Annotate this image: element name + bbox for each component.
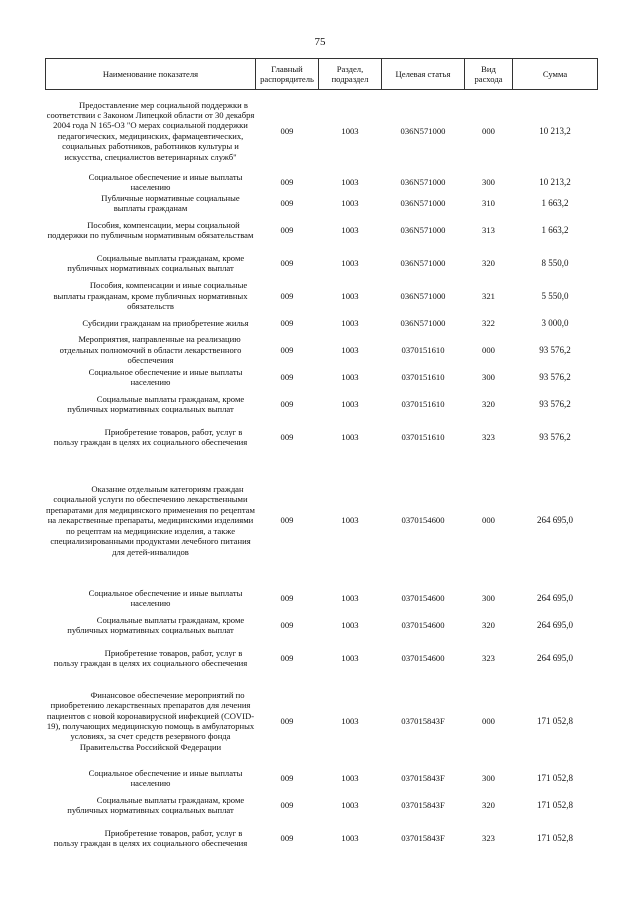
row-admin: 009 [280,515,294,526]
row-name: Приобретение товаров, работ, услуг в пользу граждан в целях их социального обеспечения [53,426,248,447]
row-name-cell [46,172,256,193]
row-type: 300 [482,772,495,783]
row-section: 1003 [341,224,359,235]
row-admin: 009 [280,125,294,136]
row-sum: 264 695,0 [537,592,573,603]
table-row [46,768,598,789]
row-section: 1003 [341,197,359,208]
row-admin: 009 [280,176,294,187]
row-type: 000 [482,715,495,726]
row-name-cell [46,421,256,454]
row-admin: 009 [280,344,294,355]
row-admin: 009 [280,431,294,442]
row-sum: 5 550,0 [541,290,569,301]
table-row [46,193,598,214]
row-admin: 009 [280,652,294,663]
row-name: Социальные выплаты гражданам, кроме публичных нормативных социальных выплат [67,794,245,815]
row-admin: 009 [280,197,294,208]
row-name-cell [46,214,256,247]
column-header-sum: Сумма [513,59,598,90]
row-section: 1003 [341,431,359,442]
row-article: 036N571000 [400,290,446,301]
row-admin: 009 [280,317,294,328]
row-name: Приобретение товаров, работ, услуг в пользу граждан в целях их социального обеспечения [53,647,248,668]
row-name: Социальное обеспечение и иные выплаты населению [88,171,243,192]
row-section: 1003 [341,125,359,136]
row-article: 037015843F [401,799,445,810]
row-name-cell [46,789,256,822]
row-article: 0370151610 [401,344,445,355]
row-name: Оказание отдельным категориям граждан социальной услуги по обеспечению лекарственными препаратами для медицинского применения по рецептам на лекарственные препараты, медицинскими изделиями по рецептам на медицинские изделия, а также специализированными продуктами лечебного питания для детей-инвалидов [46,484,255,557]
row-name: Социальные выплаты гражданам, кроме публичных нормативных социальных выплат [67,614,245,635]
row-section: 1003 [341,799,359,810]
row-admin: 009 [280,832,294,843]
table-row [46,421,598,454]
page-number: 75 [314,36,326,48]
row-section: 1003 [341,290,359,301]
table-row [46,280,598,313]
table-row [46,172,598,193]
row-name-cell [46,280,256,313]
row-type: 323 [482,832,495,843]
table-row [46,334,598,367]
row-admin: 009 [280,257,294,268]
row-name: Социальные выплаты гражданам, кроме публичных нормативных социальных выплат [67,252,245,273]
row-sum: 1 663,2 [541,197,569,208]
row-name: Социальное обеспечение и иные выплаты населению [88,767,243,788]
row-admin: 009 [280,619,294,630]
row-sum: 93 576,2 [539,398,571,409]
row-name-cell [46,247,256,280]
row-article: 036N571000 [400,125,446,136]
row-name-cell [46,313,256,334]
row-type: 310 [482,197,495,208]
row-name-cell [46,90,256,172]
table-row [46,588,598,609]
row-section: 1003 [341,317,359,328]
row-sum: 93 576,2 [539,371,571,382]
row-section: 1003 [341,398,359,409]
column-header-admin: Главный распорядитель [256,59,319,90]
row-type: 320 [482,398,495,409]
column-header-article: Целевая статья [382,59,465,90]
row-type: 320 [482,799,495,810]
row-sum: 171 052,8 [537,799,573,810]
row-article: 037015843F [401,715,445,726]
row-sum: 264 695,0 [537,619,573,630]
table-row [46,609,598,642]
row-name: Социальные выплаты гражданам, кроме публичных нормативных социальных выплат [67,393,245,414]
table-row [46,90,598,172]
row-article: 036N571000 [400,197,446,208]
row-sum: 171 052,8 [537,715,573,726]
row-name-cell [46,193,256,214]
budget-table [45,58,598,855]
row-sum: 10 213,2 [539,176,571,187]
row-sum: 264 695,0 [537,652,573,663]
row-sum: 3 000,0 [541,317,569,328]
row-section: 1003 [341,832,359,843]
row-name: Социальное обеспечение и иные выплаты населению [88,366,243,387]
row-sum: 10 213,2 [539,125,571,136]
row-section: 1003 [341,652,359,663]
row-admin: 009 [280,398,294,409]
row-sum: 171 052,8 [537,772,573,783]
row-name-cell [46,675,256,768]
table-row [46,789,598,822]
row-sum: 93 576,2 [539,344,571,355]
row-sum: 93 576,2 [539,431,571,442]
row-section: 1003 [341,344,359,355]
row-admin: 009 [280,224,294,235]
table-row [46,675,598,768]
row-name: Субсидии гражданам на приобретение жилья [82,317,249,328]
row-section: 1003 [341,772,359,783]
row-type: 300 [482,371,495,382]
row-section: 1003 [341,592,359,603]
row-article: 036N571000 [400,176,446,187]
table-header [46,59,598,90]
row-name: Пособия, компенсации, меры социальной поддержки по публичным нормативным обязательствам [47,219,254,240]
row-sum: 171 052,8 [537,832,573,843]
table-row [46,313,598,334]
column-header-name: Наименование показателя [46,59,256,90]
row-name: Мероприятия, направленные на реализацию отдельных полномочий в области лекарственного обеспечения [59,334,242,366]
row-article: 0370154600 [401,652,445,663]
row-type: 320 [482,619,495,630]
row-article: 0370151610 [401,398,445,409]
row-name-cell [46,454,256,588]
row-admin: 009 [280,799,294,810]
row-article: 0370154600 [401,592,445,603]
row-section: 1003 [341,257,359,268]
row-name: Приобретение товаров, работ, услуг в пользу граждан в целях их социального обеспечения [53,827,248,848]
table-row [46,247,598,280]
row-name-cell [46,388,256,421]
row-name-cell [46,768,256,789]
row-sum: 264 695,0 [537,515,573,526]
row-name-cell [46,334,256,367]
row-article: 036N571000 [400,317,446,328]
row-article: 037015843F [401,772,445,783]
row-name: Пособия, компенсации и иные социальные выплаты гражданам, кроме публичных нормативных обязательств [53,280,248,312]
row-article: 036N571000 [400,257,446,268]
row-article: 0370151610 [401,371,445,382]
row-admin: 009 [280,592,294,603]
row-article: 0370154600 [401,619,445,630]
row-sum: 8 550,0 [541,257,569,268]
row-section: 1003 [341,515,359,526]
row-type: 323 [482,652,495,663]
row-article: 0370151610 [401,431,445,442]
row-name: Публичные нормативные социальные выплаты гражданам [101,192,240,213]
row-type: 000 [482,344,495,355]
row-name: Финансовое обеспечение мероприятий по приобретению лекарственных препаратов для лечения пациентов с новой коронавирусной инфекцией (COVID-19), получающих медицинскую помощь в амбулаторных условиях, за счет средств резервного фонда Правительства Российской Федерации [46,689,255,752]
row-name-cell [46,822,256,855]
column-header-type: Вид расхода [465,59,513,90]
row-admin: 009 [280,772,294,783]
row-type: 000 [482,125,495,136]
row-article: 037015843F [401,832,445,843]
row-type: 300 [482,592,495,603]
row-article: 0370154600 [401,515,445,526]
row-section: 1003 [341,176,359,187]
row-type: 300 [482,176,495,187]
row-name-cell [46,609,256,642]
row-name: Предоставление мер социальной поддержки в соответствии с Законом Липецкой области от 30 декабря 2004 года N 165-ОЗ "О мерах социальной поддержки педагогических, медицинских, фармацевтических, социальных работников, работников культуры и искусства, специалистов ветеринарных служб" [46,99,255,162]
row-name-cell [46,588,256,609]
row-name-cell [46,642,256,675]
table-row [46,454,598,588]
row-article: 036N571000 [400,224,446,235]
table-row [46,642,598,675]
row-type: 321 [482,290,495,301]
column-header-section: Раздел, подраздел [319,59,382,90]
row-admin: 009 [280,290,294,301]
row-admin: 009 [280,371,294,382]
row-section: 1003 [341,715,359,726]
row-admin: 009 [280,715,294,726]
row-type: 323 [482,431,495,442]
row-type: 000 [482,515,495,526]
row-type: 313 [482,224,495,235]
row-name: Социальное обеспечение и иные выплаты населению [88,587,243,608]
row-section: 1003 [341,371,359,382]
row-type: 322 [482,317,495,328]
table-body [46,90,598,855]
row-type: 320 [482,257,495,268]
row-section: 1003 [341,619,359,630]
row-name-cell [46,367,256,388]
row-sum: 1 663,2 [541,224,569,235]
table-row [46,822,598,855]
table-row [46,214,598,247]
table-row [46,388,598,421]
table-row [46,367,598,388]
